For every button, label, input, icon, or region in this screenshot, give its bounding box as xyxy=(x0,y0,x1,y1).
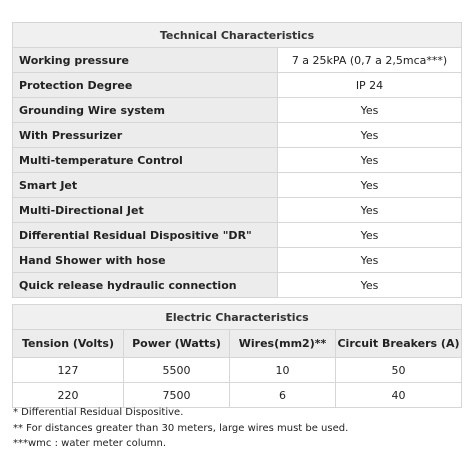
table-row xyxy=(13,98,462,123)
electric-characteristics-table xyxy=(12,304,462,408)
row-label: Multi-temperature Control xyxy=(13,148,278,173)
breaker-cell: 50 xyxy=(336,358,462,383)
row-label: Quick release hydraulic connection xyxy=(13,273,278,298)
electric-column-headers xyxy=(13,330,462,358)
row-value: Yes xyxy=(278,273,462,298)
footnote: ** For distances greater than 30 meters, large wires must be used. xyxy=(13,422,349,434)
table-header-row xyxy=(13,305,462,330)
technical-table-body xyxy=(13,48,462,298)
row-value: Yes xyxy=(278,198,462,223)
row-label: Multi-Directional Jet xyxy=(13,198,278,223)
table-row xyxy=(13,73,462,98)
power-cell: 7500 xyxy=(124,383,230,408)
footnotes xyxy=(13,405,348,452)
power-cell: 5500 xyxy=(124,358,230,383)
row-label: Differential Residual Dispositive "DR" xyxy=(13,223,278,248)
column-header-tension: Tension (Volts) xyxy=(13,330,124,358)
table-row xyxy=(13,273,462,298)
row-value: Yes xyxy=(278,248,462,273)
wires-cell: 10 xyxy=(230,358,336,383)
row-value: IP 24 xyxy=(278,73,462,98)
tension-cell: 220 xyxy=(13,383,124,408)
column-header-circuit-breakers: Circuit Breakers (A) xyxy=(336,330,462,358)
table-row xyxy=(13,198,462,223)
row-value: 7 a 25kPA (0,7 a 2,5mca***) xyxy=(278,48,462,73)
table-row xyxy=(13,173,462,198)
table-header-row xyxy=(13,23,462,48)
table-row xyxy=(13,358,462,383)
row-value: Yes xyxy=(278,148,462,173)
table-row xyxy=(13,383,462,408)
wires-cell: 6 xyxy=(230,383,336,408)
row-value: Yes xyxy=(278,223,462,248)
column-header-wires: Wires(mm2)** xyxy=(230,330,336,358)
table-row xyxy=(13,223,462,248)
technical-table-title: Technical Characteristics xyxy=(13,23,462,48)
row-label: Grounding Wire system xyxy=(13,98,278,123)
row-label: Smart Jet xyxy=(13,173,278,198)
table-row xyxy=(13,148,462,173)
row-label: Protection Degree xyxy=(13,73,278,98)
footnote: * Differential Residual Dispositive. xyxy=(13,407,184,418)
breaker-cell: 40 xyxy=(336,383,462,408)
row-value: Yes xyxy=(278,123,462,148)
column-header-power: Power (Watts) xyxy=(124,330,230,358)
row-label: Hand Shower with hose xyxy=(13,248,278,273)
row-value: Yes xyxy=(278,98,462,123)
technical-characteristics-table xyxy=(12,22,462,298)
table-row xyxy=(13,248,462,273)
footnote: ***wmc : water meter column. xyxy=(13,438,167,449)
electric-table-title: Electric Characteristics xyxy=(13,305,462,330)
table-row xyxy=(13,123,462,148)
tension-cell: 127 xyxy=(13,358,124,383)
row-label: Working pressure xyxy=(13,48,278,73)
table-row xyxy=(13,48,462,73)
row-label: With Pressurizer xyxy=(13,123,278,148)
row-value: Yes xyxy=(278,173,462,198)
